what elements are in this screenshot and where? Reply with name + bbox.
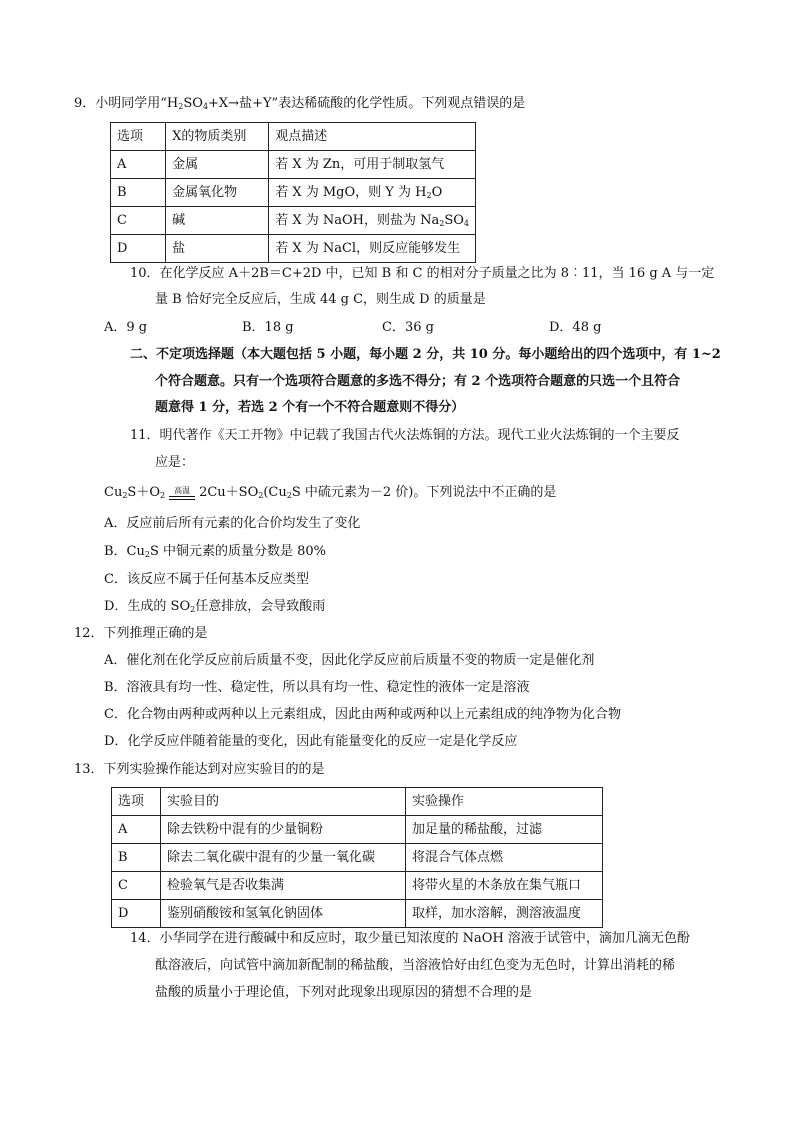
q11-option-c: C．该反应不属于任何基本反应类型 [104, 572, 309, 587]
q9-table [110, 122, 476, 263]
q11-equation: $Cu_2S+O_2$ 高温 $2Cu+SO_2(Cu_2S$ 中硫元素为－2 价)。下列说法中不正确的是 [104, 485, 557, 500]
table-row: C 检验氧气是否收集满 将带火星的木条放在集气瓶口 [112, 872, 603, 900]
q12-stem: 12．下列推理正确的是 [74, 626, 208, 641]
q11-line2: 应是： [155, 455, 195, 470]
q12-option-b: B．溶液具有均一性、稳定性，所以具有均一性、稳定性的液体一定是溶液 [104, 680, 530, 695]
table-row: A 金属 若 X 为 Zn，可用于制取氢气 [111, 151, 476, 179]
q14-line2: 酞溶液后，向试管中滴加新配制的稀盐酸，当溶液恰好由红色变为无色时，计算出消耗的稀 [155, 958, 676, 973]
q14-line3: 盐酸的质量小于理论值，下列对此现象出现原因的猜想不合理的是 [155, 985, 533, 1000]
table-row: B 金属氧化物 若 X 为 MgO，则 Y 为 $H_2O$ [111, 179, 476, 207]
q11-option-d: D．生成的 $SO_2$任意排放，会导致酸雨 [104, 599, 326, 614]
q10-option-d: D．48 g [549, 320, 602, 335]
q14-line1: 14．小华同学在进行酸碱中和反应时，取少量已知浓度的 NaOH 溶液于试管中，滴加几滴无色酚 [130, 931, 690, 946]
table-header-row: 选项 实验目的 实验操作 [112, 788, 603, 816]
table-header-row: 选项 X的物质类别 观点描述 [111, 123, 476, 151]
reaction-condition: 高温 [169, 486, 195, 500]
q13-table [111, 787, 603, 928]
table-row: D 鉴别硝酸铵和氢氧化钠固体 取样，加水溶解，测溶液温度 [112, 900, 603, 928]
section2-line1: 二、不定项选择题（本大题包括 5 小题，每小题 2 分，共 10 分。每小题给出的四个选项中，有 1~2 [130, 347, 721, 362]
q12-option-c: C．化合物由两种或两种以上元素组成，因此由两种或两种以上元素组成的纯净物为化合物 [104, 707, 621, 722]
section2-line2: 个符合题意。只有一个选项符合题意的多选不得分；有 2 个选项符合题意的只选一个且符合 [155, 374, 681, 389]
q10-option-a: A．9 g [104, 320, 148, 335]
q13-stem: 13．下列实验操作能达到对应实验目的的是 [74, 762, 325, 777]
q10-option-c: C．36 g [382, 320, 434, 335]
q12-option-a: A．催化剂在化学反应前后质量不变，因此化学反应前后质量不变的物质一定是催化剂 [104, 653, 595, 668]
table-row: A 除去铁粉中混有的少量铜粉 加足量的稀盐酸，过滤 [112, 816, 603, 844]
q10-option-b: B．18 g [242, 320, 294, 335]
table-row: B 除去二氧化碳中混有的少量一氧化碳 将混合气体点燃 [112, 844, 603, 872]
q11-line1: 11．明代著作《天工开物》中记载了我国古代火法炼铜的方法。现代工业火法炼铜的一个主要反 [130, 428, 680, 443]
q11-option-a: A．反应前后所有元素的化合价均发生了变化 [104, 516, 361, 531]
q10-line2: 量 B 恰好完全反应后，生成 44 g C，则生成 D 的质量是 [155, 292, 486, 307]
table-row: C 碱 若 X 为 NaOH，则盐为 $Na_2SO_4$ [111, 207, 476, 235]
q12-option-d: D．化学反应伴随着能量的变化，因此有能量变化的反应一定是化学反应 [104, 734, 518, 749]
q9-stem: 9．小明同学用“$H_2SO_4+X\to$盐+Y”表达稀硫酸的化学性质。下列观点错误的是 [74, 96, 526, 111]
section2-line3: 题意得 1 分，若选 2 个有一个不符合题意则不得分） [155, 400, 465, 415]
q11-option-b: B．$Cu_2S$ 中铜元素的质量分数是 80% [104, 544, 327, 559]
table-row: D 盐 若 X 为 NaCl，则反应能够发生 [111, 235, 476, 263]
q10-line1: 10．在化学反应 A＋2B＝C+2D 中，已知 B 和 C 的相对分子质量之比为 8︰11，当 16 g A 与一定 [130, 266, 715, 281]
